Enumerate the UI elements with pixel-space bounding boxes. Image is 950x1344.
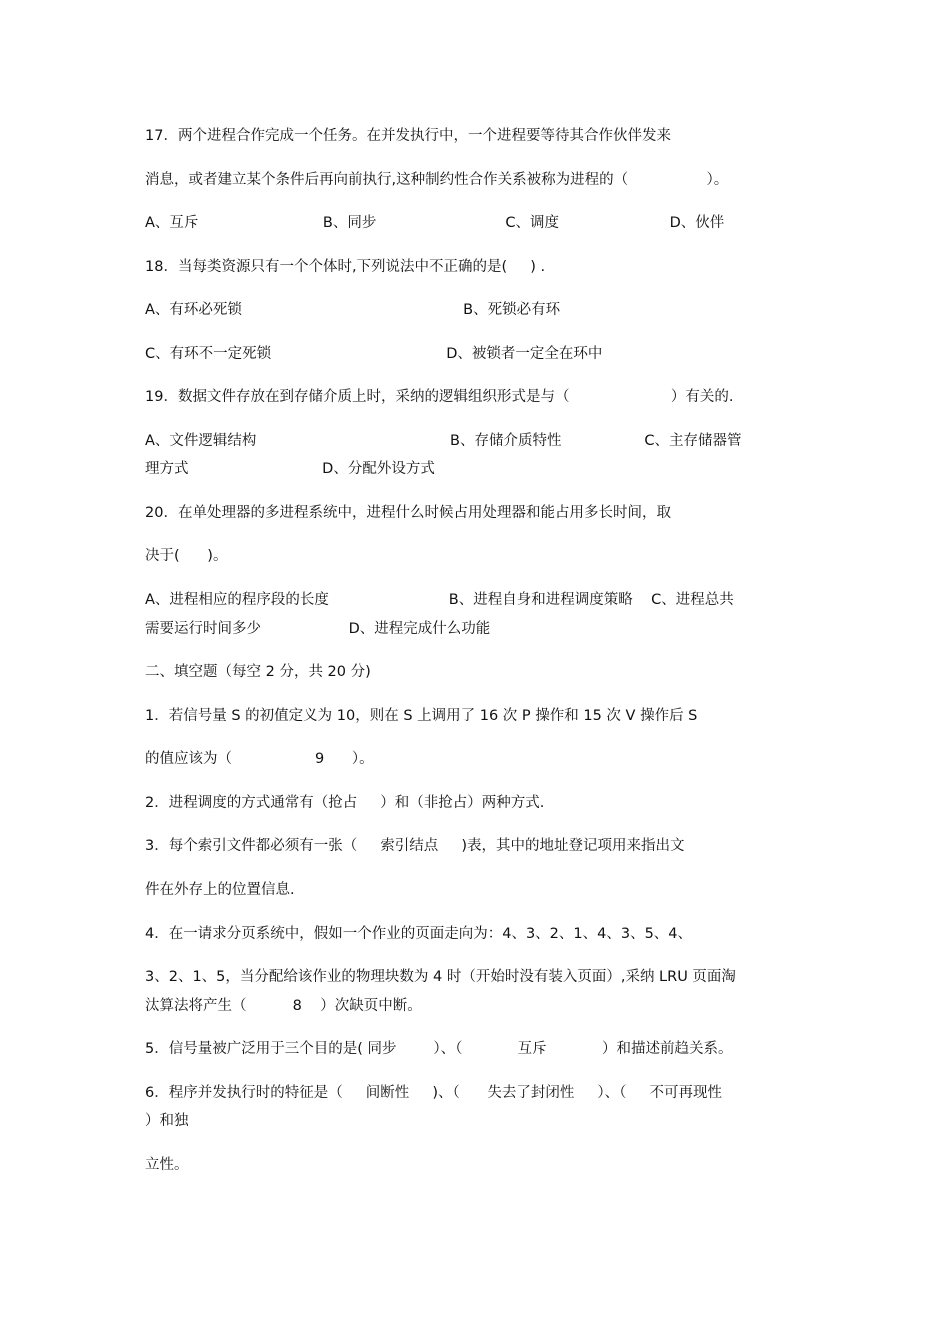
fill-3-line-2: 件在外存上的位置信息. xyxy=(145,882,295,898)
fill-4-line-2: 3、2、1、5，当分配给该作业的物理块数为 4 时（开始时没有装入页面）,采纳 LRU 页面淘 xyxy=(145,969,736,985)
question-17-line-2: 消息，或者建立某个条件后再向前执行,这种制约性合作关系被称为进程的（ ）。 xyxy=(145,172,729,188)
fill-6-line-2: ）和独 xyxy=(145,1113,189,1129)
question-19-options-line-1: A、文件逻辑结构 B、存储介质特性 C、主存储器管 xyxy=(145,433,742,449)
question-19-stem: 19．数据文件存放在到存储介质上时，采纳的逻辑组织形式是与（ ）有关的. xyxy=(145,389,734,405)
question-17-options: A、互斥 B、同步 C、调度 D、伙伴 xyxy=(145,215,725,231)
fill-2: 2．进程调度的方式通常有（抢占 ）和（非抢占）两种方式. xyxy=(145,795,545,811)
section-heading: 二、填空题（每空 2 分，共 20 分) xyxy=(145,664,371,680)
question-18-options-cd: C、有环不一定死锁 D、被锁者一定全在环中 xyxy=(145,346,603,362)
fill-1-line-1: 1．若信号量 S 的初值定义为 10，则在 S 上调用了 16 次 P 操作和 15 次 V 操作后 S xyxy=(145,708,698,724)
question-20-line-2: 决于( )。 xyxy=(145,548,228,564)
question-19-options-line-2: 理方式 D、分配外设方式 xyxy=(145,461,435,477)
fill-3-line-1: 3．每个索引文件都必须有一张（ 索引结点 )表，其中的地址登记项用来指出文 xyxy=(145,838,685,854)
fill-4-line-3: 汰算法将产生（ 8 ）次缺页中断。 xyxy=(145,998,422,1014)
question-17-line-1: 17．两个进程合作完成一个任务。在并发执行中，一个进程要等待其合作伙伴发来 xyxy=(145,128,671,144)
fill-6-line-1: 6．程序并发执行时的特征是（ 间断性 )、（ 失去了封闭性 ）、（ 不可再现性 xyxy=(145,1085,722,1101)
fill-5: 5．信号量被广泛用于三个目的是( 同步 ）、（ 互斥 ）和描述前趋关系。 xyxy=(145,1041,733,1057)
question-20-line-1: 20．在单处理器的多进程系统中，进程什么时候占用处理器和能占用多长时间，取 xyxy=(145,505,671,521)
fill-1-line-2: 的值应该为（ 9 ）。 xyxy=(145,751,374,767)
question-20-options-line-2: 需要运行时间多少 D、进程完成什么功能 xyxy=(145,621,491,637)
question-18-options-ab: A、有环必死锁 B、死锁必有环 xyxy=(145,302,561,318)
question-18-stem: 18．当每类资源只有一个个体时,下列说法中不正确的是( ) . xyxy=(145,259,546,275)
question-20-options-line-1: A、进程相应的程序段的长度 B、进程自身和进程调度策略 C、进程总共 xyxy=(145,592,734,608)
fill-6-line-3: 立性。 xyxy=(145,1157,189,1173)
fill-4-line-1: 4．在一请求分页系统中，假如一个作业的页面走向为：4、3、2、1、4、3、5、4、 xyxy=(145,926,693,942)
